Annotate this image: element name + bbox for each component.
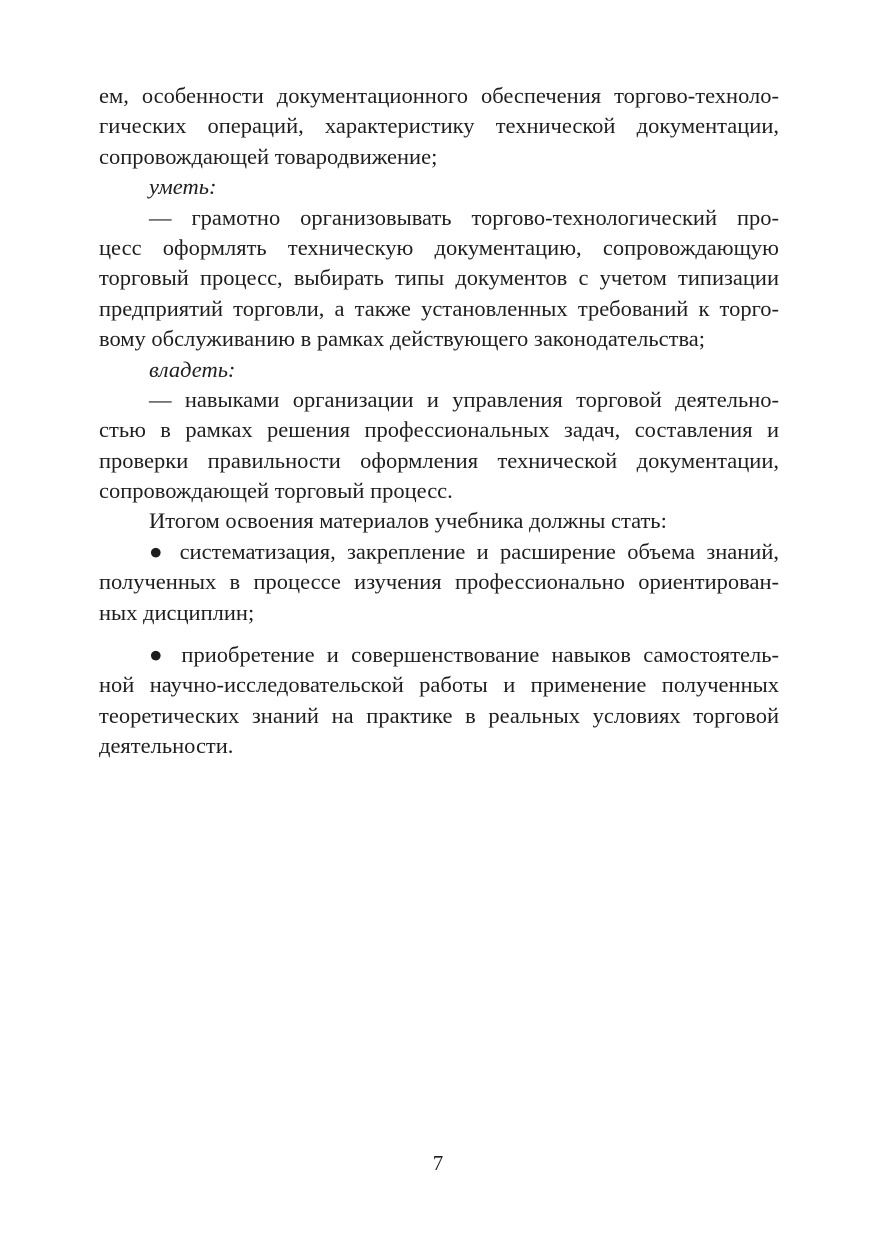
text-line: деятельности. [99,733,234,759]
text-line: ной научно-исследовательской работы и применение полученных [99,672,779,698]
text-line: цесс оформлять техническую документацию, сопровождающую [99,234,779,260]
bullet-item-line: ● систематизация, закрепление и расширение объема знаний, [149,538,779,564]
text-line: теоретических знаний на практике в реальных условиях торговой [99,702,779,728]
page-body [99,81,779,762]
text-line: проверки правильности оформления технической документации, [99,447,779,473]
text-line: ем, особенности документационного обеспечения торгово-техноло- [99,83,779,108]
text-line: стью в рамках решения профессиональных задач, составления и [99,417,779,443]
text-line: ных дисциплин; [99,599,255,625]
bullet-item-line: ● приобретение и совершенствование навыков самостоятель- [149,642,779,668]
text-line: сопровождающей товародвижение; [99,143,438,169]
text-line: — навыками организации и управления торговой деятельно- [149,386,779,412]
text-line: — грамотно организовывать торгово-технологический про- [149,204,779,230]
text-line: Итогом освоения материалов учебника должны стать: [149,508,667,534]
text-line: торговый процесс, выбирать типы документов с учетом типизации [99,265,779,291]
text-line: вому обслуживанию в рамках действующего законодательства; [99,326,706,352]
text-line: гических операций, характеристику технической документации, [99,113,779,139]
text-line: полученных в процессе изучения профессионально ориентирован- [99,569,779,595]
section-heading-vladet: владеть: [149,356,236,382]
text-line: сопровождающей торговый процесс. [99,478,453,504]
page-number: 7 [432,1151,444,1175]
text-line: предприятий торговли, а также установленных требований к торго- [99,295,779,321]
section-heading-umet: уметь: [149,174,217,200]
